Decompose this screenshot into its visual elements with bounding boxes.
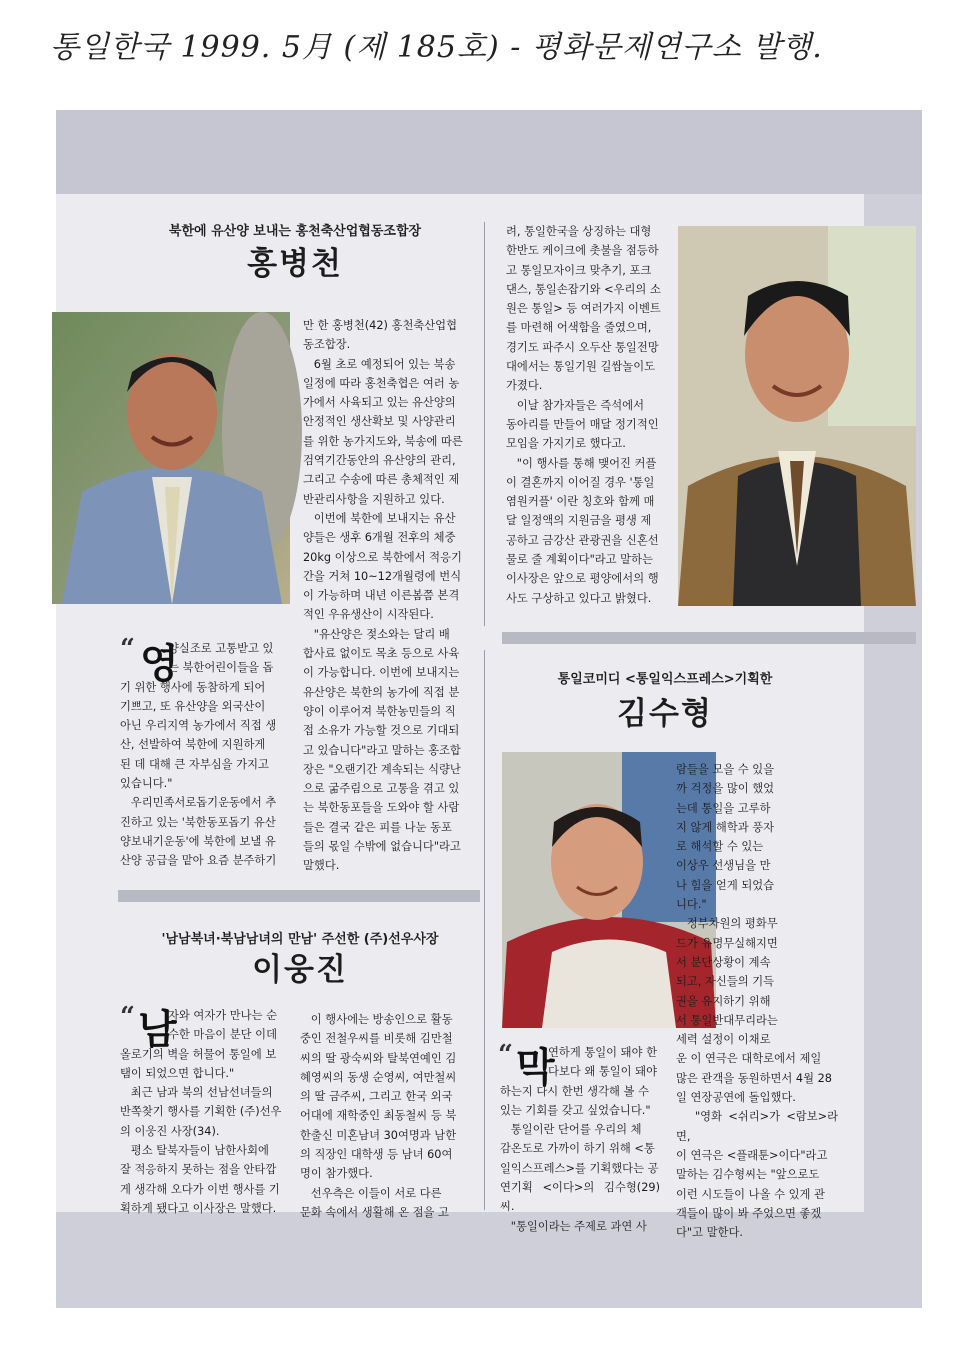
article2-quote-initial: 남 [138,1007,177,1053]
article3-quote-initial: 막 [516,1045,555,1091]
quote-line: 평소 탈북자들이 남한사회에 [120,1144,269,1158]
article1-name: 홍병천 [247,246,343,282]
quote-line: 하는지 다시 한번 생각해 볼 수 [500,1084,649,1098]
quote-line: 산양 공급을 맡아 요즘 분주하기 [120,854,277,868]
quote-line: 올로기의 벽을 허물어 통일에 보 [120,1047,277,1061]
article1-quote-mark: “ [120,634,135,664]
handwritten-header: 통일한국 1999. 5月 (제 185호) - 평화문제연구소 발행. [50,30,823,65]
article1-subtitle: 북한에 유산양 보내는 홍천축산업협동조합장 [168,224,422,239]
article2-name: 이웅진 [252,952,348,988]
column-rule [484,222,485,626]
article2-col2: 이 행사에는 방송인으로 활동 중인 전철우씨를 비롯해 김만철 씨의 딸 광숙씨와 탈북연예인 김 혜영씨의 동생 순영씨, 여만철씨 의 딸 금주씨, 그리고 한국 외국 어대에 재학중인 최동철씨 등 북 한출신 미혼남녀 30여명과 남한 의 직장인 대학생 등 남녀 60여 명이 참가했다. 선우측은 이들이 서로 다른 문화 속에서 생활해 온 점을 고 [300,1013,457,1219]
quote-line: 의 이웅진 사장(34). [120,1124,220,1138]
article2-subtitle: '남남북녀·북남남녀의 만남' 주선한 (주)선우사장 [161,932,439,947]
article3-name: 김수형 [617,696,713,732]
quote-line: 연기획 <이다>의 김수형(29)씨. [500,1181,660,1214]
article1-col2: 만 한 홍병천(42) 홍천축산업협 동조합장. 6월 초로 예정되어 있는 북송 일정에 따라 홍천축협은 여러 농 가에서 사육되고 있는 유산양의 안정적인 생산확보 및 사양관리 를 위한 농가지도와, 북송에 따른 검역기간동안의 유산양의 관리, 그리고 수송에 따른 총체적인 제 반관리사항을 지원하고 있다. 이번에 북한에 보내지는 유산 양들은 생후 6개월 전후의 체중 20kg 이상으로 북한에서 적응기 간을 거쳐 10~12개월령에 번식 이 가능하며 내년 이른봄쯤 본격 적인 우유생산이 시작된다. "유산양은 젖소와는 달리 배 합사료 없이도 목초 등으로 사육 이 가능합니다. 이번에 보내지는 유산양은 북한의 농가에 직접 분 양이 이루어져 북한농민들의 직 접 소유가 가능할 것으로 기대되 고 있습니다"라고 말하는 홍조합 장은 "오랜기간 계속되는 식량난 으로 굶주림으로 고통을 겪고 있 는 북한동포들을 도와야 할 사람 들은 결국 같은 피를 나눈 동포 들의 몫일 수밖에 없습니다"라고 말했다. [303,319,463,873]
article1-col1 [120,639,288,871]
quote-line: 통일이란 단어를 우리의 체 [500,1123,642,1137]
quote-line: 탬이 되었으면 합니다." [120,1066,235,1080]
quote-line: 다보다 왜 통일이 돼야 [548,1065,657,1079]
quote-line: 연하게 통일이 돼야 한 [548,1046,657,1059]
article2-col1 [120,1006,286,1220]
article3-col-right: 람들을 모을 수 있을 까 걱정을 많이 했었 는데 통일을 고루하 지 않게 해학과 풍자 로 해석할 수 있는 이상우 선생님을 만 나 힘을 얻게 되었습 니다." 정부차원의 평화무 드가 유명무실해지면 서 분단상황이 계속 되고, 자신들의 기득 권을 유지하기 위해 서 통일반대무리라는 세력 설정이 이채로 운 이 연극은 대학로에서 제일 많은 관객을 동원하면서 4월 28 일 연장공연에 돌입했다. "영화 <쉬리>가 <람보>라면, 이 연극은 <플래툰>이다"라고 말하는 김수형씨는 "앞으로도 이런 시도들이 나올 수 있게 관 객들이 많이 봐 주었으면 좋겠 다"고 말한다. [676,763,838,1240]
article3-col1 [500,1043,660,1233]
quote-line: 게 생각해 오다가 이번 행사를 기 [120,1182,280,1196]
quote-line: 자와 여자가 만나는 순 [168,1009,277,1022]
article3-top-rule [502,632,916,644]
quote-line: 최근 남과 북의 선남선녀들의 [120,1086,273,1100]
quote-line: 수한 마음이 분단 이데 [168,1028,277,1042]
quote-line: 기 위한 행사에 동참하게 되어 [120,680,266,694]
quote-line: 있습니다." [120,777,173,791]
quote-line: 된 데 대해 큰 자부심을 가지고 [120,757,269,771]
quote-line: 감온도로 가까이 하기 위해 <통 [500,1142,655,1156]
quote-line: 기쁘고, 또 유산양을 외국산이 [120,699,266,713]
quote-line: 진하고 있는 '북한동포돕기 유산 [120,815,276,829]
article3-subtitle: 통일코미디 <통일익스프레스>기획한 [557,672,773,687]
article2-quote-mark: “ [120,1002,135,1032]
article1-side-photo [678,226,916,606]
column-rule-lower [484,650,485,1210]
article1-quote-initial: 영 [140,641,179,687]
quote-line: "통일이라는 주제로 과연 사 [500,1219,647,1233]
quote-line: 일익스프레스>를 기획했다는 공 [500,1161,659,1175]
quote-line: 양실조로 고통받고 있 [168,642,274,655]
article1-col3: 려, 통일한국을 상징하는 대형 한반도 케이크에 촛불을 점등하 고 통일모자이크 맞추기, 포크 댄스, 통일손잡기와 <우리의 소 원은 통일> 등 여러가지 이벤트 를 마련해 어색함을 줄였으며, 경기도 파주시 오두산 통일전망 대에서는 통일기원 길쌈놀이도 가졌다. 이날 참가자들은 즉석에서 동아리를 만들어 매달 정기적인 모임을 가지기로 했다고. "이 행사를 통해 맺어진 커플 이 결혼까지 이어질 경우 '통일 염원커플' 이란 칭호와 함께 매 달 일정액의 지원금을 평생 제 공하고 금강산 관광권을 신혼선 물로 줄 계획이다"라고 말하는 이사장은 앞으로 평양에서의 행 사도 구상하고 있다고 밝혔다. [506,225,661,605]
article3-quote-mark: “ [498,1040,513,1070]
article2-top-rule [118,890,480,902]
quote-line: 산, 선발하여 북한에 지원하게 [120,738,266,752]
quote-line: 획하게 됐다고 이사장은 말했다. [120,1201,277,1215]
quote-line: 아닌 우리지역 농가에서 직접 생 [120,719,277,733]
quote-line: 양보내기운동'에 북한에 보낼 유 [120,834,276,848]
quote-line: 잘 적응하지 못하는 점을 안타깝 [120,1163,277,1177]
quote-line: 있는 기회를 갖고 싶었습니다." [500,1103,651,1117]
clipping-top-band [56,110,922,194]
quote-line: 우리민족서로돕기운동에서 추 [120,796,277,810]
article1-photo [52,312,290,604]
quote-line: 반쪽찾기 행사를 기획한 (주)선우 [120,1105,282,1119]
quote-line: 는 북한어린이들을 돕 [168,661,274,675]
